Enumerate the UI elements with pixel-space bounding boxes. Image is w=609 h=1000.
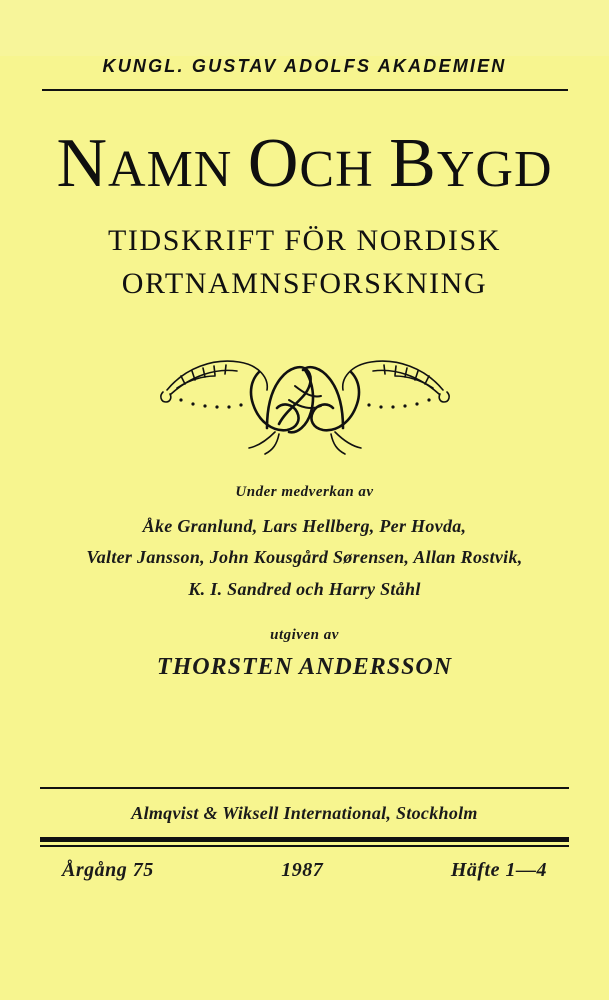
contributor-line: K. I. Sandred och Harry Ståhl [188,578,421,599]
issue-info-row [40,859,569,882]
year-label: 1987 [281,859,324,881]
editor-name: THORSTEN ANDERSSON [156,654,453,680]
cover-footer [40,787,569,882]
contributor-line: Åke Granlund, Lars Hellberg, Per Hovda, [142,515,467,536]
title-word3-rest: YGD [436,141,553,198]
title-word1-capital: N [56,125,109,202]
footer-divider-top [40,787,569,789]
title-word2-capital: O [247,125,300,202]
journal-cover-page [0,56,609,1000]
contributor-line: Valter Jansson, John Kousgård Sørensen, Allan Rostvik, [86,547,523,567]
floral-monogram-ornament-icon [155,328,455,458]
academy-line: KUNGL. GUSTAV ADOLFS AKADEMIEN [102,56,507,76]
subtitle [40,219,569,306]
page-title [40,127,569,201]
subtitle-line-1: TIDSKRIFT FÖR NORDISK [107,223,502,257]
subtitle-line-2: ORTNAMNSFORSKNING [121,267,488,300]
title-word1-rest: AMN [108,141,233,198]
title-word2-rest: CH [299,141,374,198]
volume-label: Årgång 75 [62,859,154,881]
title-word3-capital: B [389,125,437,202]
editorial-block [40,484,569,682]
contributors-list [40,511,569,606]
issue-label: Häfte 1—4 [450,859,547,881]
footer-divider-thin [40,845,569,847]
contributors-lead: Under medverkan av [235,483,374,500]
issued-lead: utgiven av [270,627,339,643]
footer-divider-thick [40,837,569,842]
publisher-name: Almqvist & Wiksell International, Stockholm [131,803,478,823]
top-divider [42,89,568,91]
